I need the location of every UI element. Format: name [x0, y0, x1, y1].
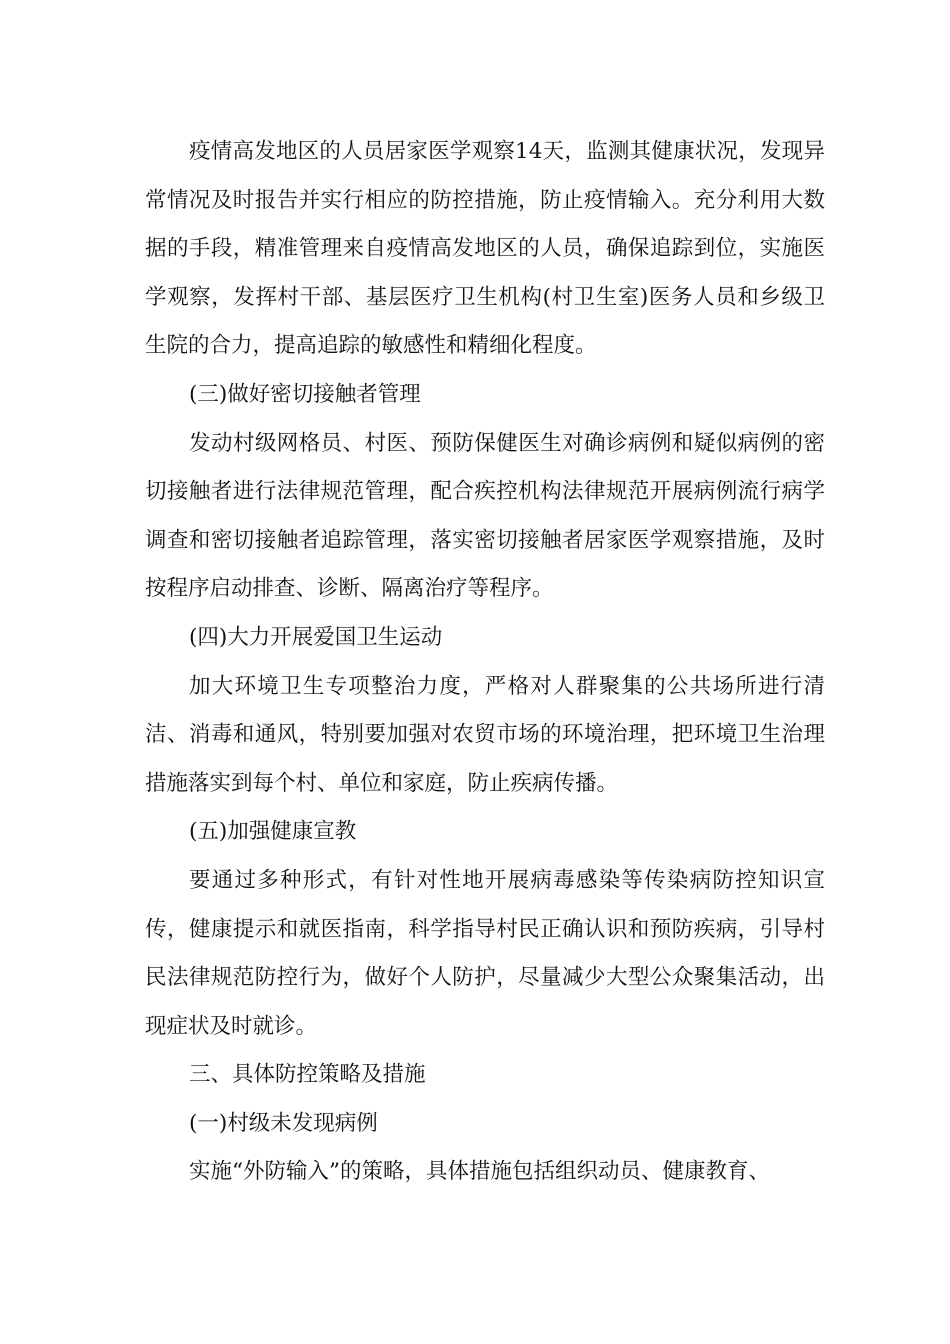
paragraph-close-contacts: 发动村级网格员、村医、预防保健医生对确诊病例和疑似病例的密切接触者进行法律规范管理，配合疾控机构法律规范开展病例流行病学调查和密切接触者追踪管理，落实密切接触者居家医学观察措施，及时按程序启动排查、诊断、隔离治疗等程序。 — [145, 430, 825, 602]
heading-strategies: 三、具体防控策略及措施 — [189, 1062, 426, 1088]
heading-health-education: (五)加强健康宣教 — [189, 819, 357, 845]
heading-patriotic-health: (四)大力开展爱国卫生运动 — [189, 624, 443, 650]
document-body — [145, 128, 825, 1197]
paragraph-observation: 疫情高发地区的人员居家医学观察14天，监测其健康状况，发现异常情况及时报告并实行相应的防控措施，防止疫情输入。充分利用大数据的手段，精准管理来自疫情高发地区的人员，确保追踪到位，实施医学观察，发挥村干部、基层医疗卫生机构(村卫生室)医务人员和乡级卫生院的合力，提高追踪的敏感性和精细化程度。 — [145, 139, 825, 359]
paragraph-no-cases: 实施“外防输入”的策略，具体措施包括组织动员、健康教育、 — [189, 1159, 770, 1185]
heading-no-cases: (一)村级未发现病例 — [189, 1110, 378, 1136]
heading-close-contacts: (三)做好密切接触者管理 — [189, 381, 421, 407]
paragraph-patriotic-health: 加大环境卫生专项整治力度，严格对人群聚集的公共场所进行清洁、消毒和通风，特别要加强对农贸市场的环境治理，把环境卫生治理措施落实到每个村、单位和家庭，防止疾病传播。 — [145, 673, 825, 796]
paragraph-health-education: 要通过多种形式，有针对性地开展病毒感染等传染病防控知识宣传，健康提示和就医指南，科学指导村民正确认识和预防疾病，引导村民法律规范防控行为，做好个人防护，尽量减少大型公众聚集活动，出现症状及时就诊。 — [145, 867, 825, 1039]
